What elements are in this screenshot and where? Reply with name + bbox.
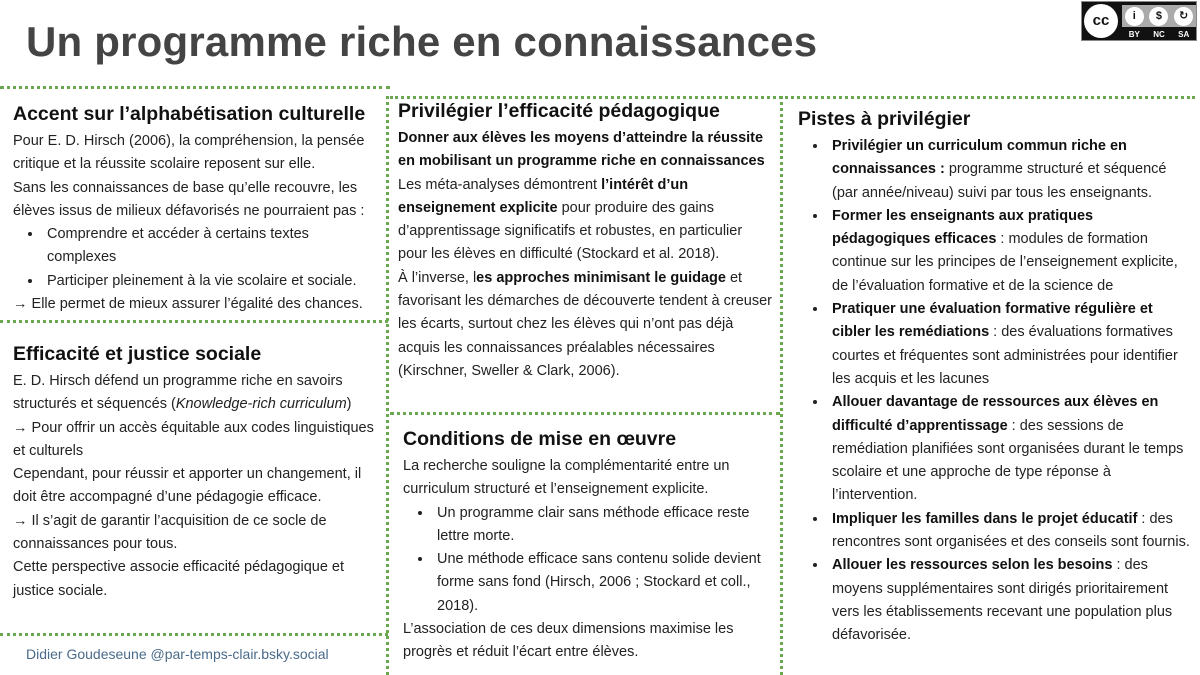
section-heading: Accent sur l’alphabétisation culturelle bbox=[13, 103, 366, 125]
list-item bbox=[828, 508, 1190, 555]
text: et favorisant les démarches de découverte tendent à creuser les écarts, surtout chez les élèves qui n’ont pas déjà acquis les connaissances préalables nécessaires (Kirschner, Sweller & Clark, 2006). bbox=[398, 269, 772, 379]
section-justice-sociale bbox=[13, 341, 381, 603]
text: : modules de formation continue sur les principes de l’enseignement explicite, de l’évaluation formative et de la science de bbox=[832, 231, 1178, 294]
list-item: • Participer pleinement à la vie scolaire et sociale. bbox=[43, 270, 381, 293]
paragraph bbox=[398, 267, 773, 383]
list-item: • Un programme clair sans méthode efficace reste lettre morte. bbox=[433, 502, 773, 549]
section-heading: Conditions de mise en œuvre bbox=[403, 428, 677, 450]
bold-text: Privilégier un curriculum commun riche en connaissances : bbox=[832, 138, 1127, 178]
text: ) bbox=[346, 396, 352, 413]
paragraph bbox=[398, 174, 773, 267]
emphasis: Knowledge-rich curriculum bbox=[175, 396, 347, 413]
list-item bbox=[828, 391, 1190, 507]
section-pistes bbox=[798, 106, 1190, 648]
bold-text: Impliquer les familles dans le projet éducatif bbox=[832, 510, 1138, 527]
bold-text: Pratiquer une évaluation formative régulière et cibler les remédiations bbox=[832, 301, 1153, 341]
text: E. D. Hirsch défend un programme riche en savoirs structurés et séquencés ( bbox=[13, 373, 343, 413]
paragraph: Cette perspective associe efficacité pédagogique et justice sociale. bbox=[13, 559, 345, 599]
paragraph: L’association de ces deux dimensions maximise les progrès et réduit l’écart entre élèves. bbox=[403, 621, 734, 661]
paragraph: → Il s’agit de garantir l’acquisition de ce socle de connaissances pour tous. bbox=[13, 512, 327, 553]
text: : des sessions de remédiation planifiées sont organisées durant le temps scolaire et une approche de type réponse à l’intervention. bbox=[832, 417, 1184, 504]
list-item bbox=[828, 135, 1190, 205]
paragraph: → Pour offrir un accès équitable aux codes linguistiques et culturels bbox=[13, 419, 374, 459]
license-terms bbox=[1122, 29, 1196, 40]
section-heading: Pistes à privilégier bbox=[798, 108, 971, 130]
text: pour produire des gains d’apprentissage significatifs et robustes, en particulier pour les élèves en difficulté (Stockard et al. 2018). bbox=[398, 199, 743, 263]
divider-col1-middle bbox=[0, 320, 388, 323]
list-item bbox=[828, 205, 1190, 298]
bold-text: l’intérêt d’un enseignement explicite bbox=[398, 176, 689, 216]
bullet-list bbox=[403, 502, 773, 618]
text: À l’inverse, l bbox=[398, 269, 477, 286]
cc-license-badge[interactable] bbox=[1081, 1, 1197, 41]
license-icons bbox=[1122, 5, 1196, 27]
lead-paragraph bbox=[398, 127, 773, 174]
list-item bbox=[828, 554, 1190, 647]
divider-col2-col3 bbox=[780, 96, 783, 675]
cc-icon: cc bbox=[1084, 4, 1118, 38]
license-term-by: BY bbox=[1128, 30, 1140, 39]
paragraph: Pour E. D. Hirsch (2006), la compréhension, la pensée critique et la réussite scolaire reposent sur elle. bbox=[13, 133, 365, 173]
bullet-list bbox=[13, 223, 381, 293]
section-heading: Privilégier l’efficacité pédagogique bbox=[398, 100, 720, 122]
paragraph bbox=[13, 370, 381, 417]
list-item: • Comprendre et accéder à certains textes complexes bbox=[43, 223, 381, 270]
bold-text: Donner aux élèves les moyens d’atteindre la réussite en mobilisant un programme riche en connaissances bbox=[398, 130, 765, 170]
bold-text: es approches minimisant le guidage bbox=[476, 269, 726, 286]
bold-text: Allouer davantage de ressources aux élèves en difficulté d’apprentissage bbox=[832, 394, 1159, 434]
text: : des moyens supplémentaires sont dirigés prioritairement vers les établissements recevant une population plus défavorisée. bbox=[832, 557, 1173, 644]
text: programme structuré et séquencé (par année/niveau) suivi par tous les enseignants. bbox=[832, 161, 1167, 201]
divider-col1-col2 bbox=[386, 96, 389, 675]
section-alphabetisation bbox=[13, 101, 381, 316]
text: Les méta-analyses démontrent bbox=[398, 176, 602, 193]
divider-col1-bottom bbox=[0, 633, 388, 636]
license-term-nc: NC bbox=[1153, 30, 1165, 39]
bold-text: Allouer les ressources selon les besoins bbox=[832, 557, 1113, 574]
bullet-list bbox=[798, 135, 1190, 648]
divider-col2-middle bbox=[390, 412, 780, 415]
section-efficacite-pedagogique bbox=[398, 98, 773, 383]
bold-text: Former les enseignants aux pratiques pédagogiques efficaces bbox=[832, 207, 1094, 248]
license-term-sa: SA bbox=[1178, 30, 1190, 39]
divider-top-left bbox=[0, 86, 390, 89]
person-icon: i bbox=[1125, 7, 1144, 26]
no-dollar-icon: $ bbox=[1149, 7, 1168, 26]
text: : des rencontres sont organisées et des conseils sont fournis. bbox=[832, 510, 1190, 551]
section-mise-en-oeuvre bbox=[403, 426, 773, 665]
paragraph: → Elle permet de mieux assurer l’égalité des chances. bbox=[13, 296, 363, 313]
paragraph: La recherche souligne la complémentarité entre un curriculum structuré et l’enseignement explicite. bbox=[403, 458, 730, 498]
text: : des évaluations formatives courtes et fréquentes sont administrées pour identifier les acquis et les lacunes bbox=[832, 324, 1178, 387]
section-heading: Efficacité et justice sociale bbox=[13, 343, 262, 365]
author-credit[interactable]: Didier Goudeseune @par-temps-clair.bsky.social bbox=[26, 646, 329, 662]
list-item bbox=[828, 298, 1190, 391]
list-item: • Une méthode efficace sans contenu solide devient forme sans fond (Hirsch, 2006 ; Stockard et coll., 2018). bbox=[433, 548, 773, 618]
page-title: Un programme riche en connaissances bbox=[26, 18, 818, 65]
paragraph: Sans les connaissances de base qu’elle recouvre, les élèves issus de milieux défavorisés ne pourraient pas : bbox=[13, 179, 365, 219]
share-alike-icon: ↻ bbox=[1174, 7, 1193, 26]
paragraph: Cependant, pour réussir et apporter un changement, il doit être accompagné d’une pédagogie efficace. bbox=[13, 466, 362, 506]
